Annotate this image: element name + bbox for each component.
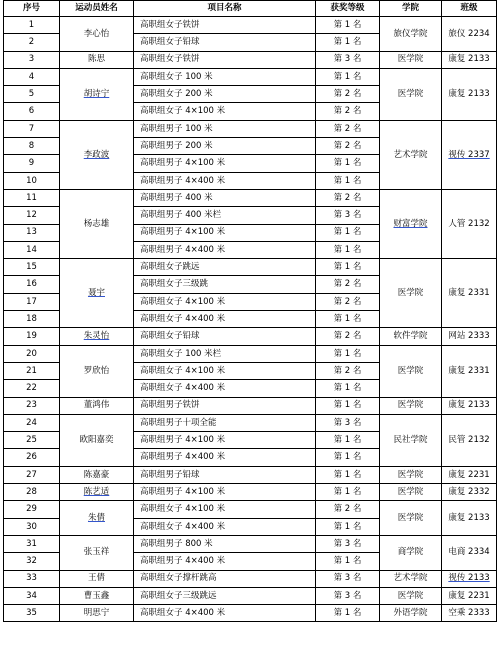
college-cell — [380, 189, 442, 258]
college-name: 医学院 — [397, 486, 424, 497]
event-name: 高职组男子 4×100 米 — [134, 224, 316, 241]
athlete-name-cell — [60, 466, 134, 483]
college-name: 医学院 — [397, 365, 424, 376]
row-number: 28 — [4, 484, 60, 501]
award-level: 第 3 名 — [316, 535, 380, 552]
athlete-name-cell — [60, 501, 134, 536]
award-level: 第 1 名 — [316, 224, 380, 241]
college-cell — [380, 570, 442, 587]
class-name: 视传 2337 — [448, 149, 490, 160]
award-level: 第 2 名 — [316, 86, 380, 103]
row-number: 35 — [4, 605, 60, 622]
award-level: 第 2 名 — [316, 138, 380, 155]
event-name: 高职组女子三级跳 — [134, 276, 316, 293]
award-level: 第 1 名 — [316, 155, 380, 172]
header-no: 序号 — [4, 1, 60, 17]
class-name: 旅仪 2234 — [448, 28, 490, 39]
award-level: 第 1 名 — [316, 484, 380, 501]
athlete-name-cell — [60, 484, 134, 501]
event-name: 高职组男子 200 米 — [134, 138, 316, 155]
row-number: 24 — [4, 414, 60, 431]
college-cell — [380, 17, 442, 52]
row-number: 31 — [4, 535, 60, 552]
event-name: 高职组女子铅球 — [134, 328, 316, 345]
table-row — [4, 466, 497, 483]
event-name: 高职组男子 400 米栏 — [134, 207, 316, 224]
row-number: 2 — [4, 34, 60, 51]
table-row — [4, 51, 497, 68]
athlete-name-cell — [60, 570, 134, 587]
row-number: 7 — [4, 120, 60, 137]
award-level: 第 1 名 — [316, 17, 380, 34]
row-number: 30 — [4, 518, 60, 535]
event-name: 高职组男子 4×100 米 — [134, 155, 316, 172]
class-cell — [442, 484, 497, 501]
class-cell — [442, 328, 497, 345]
college-cell — [380, 397, 442, 414]
class-name: 民管 2132 — [448, 435, 490, 446]
event-name: 高职组男子 4×400 米 — [134, 172, 316, 189]
event-name: 高职组男子 4×100 米 — [134, 432, 316, 449]
table-row — [4, 68, 497, 85]
event-name: 高职组男子铅球 — [134, 466, 316, 483]
event-name: 高职组女子铁饼 — [134, 17, 316, 34]
event-name: 高职组女子跳远 — [134, 259, 316, 276]
award-level: 第 3 名 — [316, 414, 380, 431]
table-row — [4, 570, 497, 587]
athlete-name: 欧阳嘉奕 — [79, 435, 114, 446]
class-name: 空乘 2333 — [448, 607, 490, 618]
header-college: 学院 — [380, 1, 442, 17]
athlete-name-cell — [60, 259, 134, 328]
row-number: 34 — [4, 587, 60, 604]
college-cell — [380, 259, 442, 328]
college-name: 民社学院 — [393, 435, 428, 446]
award-level: 第 3 名 — [316, 207, 380, 224]
row-number: 3 — [4, 51, 60, 68]
college-name: 旅仪学院 — [393, 28, 428, 39]
table-row — [4, 501, 497, 518]
table-row — [4, 345, 497, 362]
row-number: 11 — [4, 189, 60, 206]
class-name: 网站 2333 — [448, 331, 490, 342]
class-cell — [442, 17, 497, 52]
row-number: 25 — [4, 432, 60, 449]
event-name: 高职组女子 100 米栏 — [134, 345, 316, 362]
row-number: 5 — [4, 86, 60, 103]
row-number: 32 — [4, 553, 60, 570]
row-number: 20 — [4, 345, 60, 362]
class-name: 电商 2334 — [448, 547, 490, 558]
award-table — [3, 0, 497, 622]
class-cell — [442, 501, 497, 536]
college-cell — [380, 484, 442, 501]
header-event-name: 项目名称 — [134, 1, 316, 17]
table-row — [4, 328, 497, 345]
row-number: 13 — [4, 224, 60, 241]
event-name: 高职组女子 4×100 米 — [134, 362, 316, 379]
class-name: 人管 2132 — [448, 218, 490, 229]
college-cell — [380, 587, 442, 604]
class-cell — [442, 570, 497, 587]
athlete-name-cell — [60, 414, 134, 466]
award-level: 第 3 名 — [316, 587, 380, 604]
event-name: 高职组男子 4×400 米 — [134, 241, 316, 258]
row-number: 17 — [4, 293, 60, 310]
row-number: 8 — [4, 138, 60, 155]
class-cell — [442, 414, 497, 466]
row-number: 22 — [4, 380, 60, 397]
award-level: 第 3 名 — [316, 51, 380, 68]
award-level: 第 1 名 — [316, 345, 380, 362]
class-cell — [442, 587, 497, 604]
award-level: 第 1 名 — [316, 380, 380, 397]
college-name: 艺术学院 — [393, 573, 428, 584]
college-cell — [380, 68, 442, 120]
college-name: 医学院 — [397, 89, 424, 100]
award-level: 第 1 名 — [316, 172, 380, 189]
college-cell — [380, 414, 442, 466]
row-number: 4 — [4, 68, 60, 85]
award-level: 第 1 名 — [316, 518, 380, 535]
award-level: 第 1 名 — [316, 34, 380, 51]
class-name: 康复 2231 — [448, 590, 490, 601]
row-number: 9 — [4, 155, 60, 172]
athlete-name: 朱倩 — [87, 512, 105, 523]
class-name: 康复 2133 — [448, 54, 490, 65]
award-level: 第 1 名 — [316, 68, 380, 85]
college-name: 软件学院 — [393, 331, 428, 342]
award-level: 第 1 名 — [316, 466, 380, 483]
header-award-level: 获奖等级 — [316, 1, 380, 17]
event-name: 高职组女子撑杆跳高 — [134, 570, 316, 587]
class-name: 康复 2231 — [448, 469, 490, 480]
class-name: 视传 2133 — [448, 573, 490, 584]
table-row — [4, 189, 497, 206]
athlete-name: 王倩 — [87, 573, 105, 584]
college-cell — [380, 466, 442, 483]
class-name: 康复 2133 — [448, 89, 490, 100]
college-name: 商学院 — [397, 547, 424, 558]
college-cell — [380, 328, 442, 345]
athlete-name-cell — [60, 68, 134, 120]
athlete-name-cell — [60, 120, 134, 189]
college-name: 医学院 — [397, 590, 424, 601]
event-name: 高职组女子 200 米 — [134, 86, 316, 103]
class-cell — [442, 68, 497, 120]
college-cell — [380, 345, 442, 397]
college-name: 医学院 — [397, 54, 424, 65]
class-cell — [442, 120, 497, 189]
table-row — [4, 259, 497, 276]
event-name: 高职组男子铁饼 — [134, 397, 316, 414]
table-row — [4, 587, 497, 604]
award-level: 第 1 名 — [316, 605, 380, 622]
table-row — [4, 397, 497, 414]
athlete-name: 董鸿伟 — [83, 400, 110, 411]
college-name: 医学院 — [397, 288, 424, 298]
event-name: 高职组男子 4×100 米 — [134, 484, 316, 501]
event-name: 高职组女子 4×100 米 — [134, 103, 316, 120]
class-name: 康复 2331 — [448, 365, 490, 376]
award-level: 第 2 名 — [316, 293, 380, 310]
row-number: 29 — [4, 501, 60, 518]
event-name: 高职组男子 400 米 — [134, 189, 316, 206]
athlete-name: 张玉祥 — [83, 547, 110, 558]
award-level: 第 1 名 — [316, 241, 380, 258]
athlete-name: 明思宁 — [83, 607, 110, 618]
event-name: 高职组女子 4×100 米 — [134, 293, 316, 310]
award-level: 第 2 名 — [316, 276, 380, 293]
class-name: 康复 2332 — [448, 486, 490, 497]
event-name: 高职组女子铁饼 — [134, 51, 316, 68]
class-cell — [442, 345, 497, 397]
award-level: 第 1 名 — [316, 432, 380, 449]
event-name: 高职组女子 4×400 米 — [134, 380, 316, 397]
header-class: 班级 — [442, 1, 497, 17]
athlete-name: 陈思 — [87, 54, 105, 65]
athlete-name: 陈艺适 — [83, 486, 110, 497]
college-cell — [380, 120, 442, 189]
table-row — [4, 120, 497, 137]
row-number: 26 — [4, 449, 60, 466]
award-level: 第 2 名 — [316, 501, 380, 518]
class-cell — [442, 535, 497, 570]
class-cell — [442, 51, 497, 68]
athlete-name-cell — [60, 17, 134, 52]
athlete-name-cell — [60, 535, 134, 570]
event-name: 高职组男子 100 米 — [134, 120, 316, 137]
row-number: 12 — [4, 207, 60, 224]
row-number: 21 — [4, 362, 60, 379]
college-name: 医学院 — [397, 400, 424, 411]
award-level: 第 2 名 — [316, 328, 380, 345]
table-header-row — [4, 1, 497, 17]
row-number: 33 — [4, 570, 60, 587]
row-number: 14 — [4, 241, 60, 258]
college-name: 外语学院 — [393, 607, 428, 618]
college-name: 财富学院 — [393, 218, 428, 229]
row-number: 10 — [4, 172, 60, 189]
athlete-name: 胡诗宁 — [83, 89, 110, 100]
header-athlete-name: 运动员姓名 — [60, 1, 134, 17]
class-cell — [442, 605, 497, 622]
college-name: 医学院 — [397, 469, 424, 480]
event-name: 高职组男子 4×400 米 — [134, 449, 316, 466]
athlete-name-cell — [60, 189, 134, 258]
award-level: 第 2 名 — [316, 120, 380, 137]
award-level: 第 2 名 — [316, 362, 380, 379]
athlete-name-cell — [60, 587, 134, 604]
row-number: 18 — [4, 311, 60, 328]
award-level: 第 2 名 — [316, 189, 380, 206]
athlete-name: 李政波 — [83, 149, 110, 160]
college-cell — [380, 605, 442, 622]
award-level: 第 2 名 — [316, 103, 380, 120]
athlete-name: 曹玉鑫 — [83, 590, 110, 601]
event-name: 高职组男子 4×400 米 — [134, 553, 316, 570]
event-name: 高职组女子三级跳远 — [134, 587, 316, 604]
table-body — [4, 17, 497, 622]
row-number: 1 — [4, 17, 60, 34]
event-name: 高职组男子 800 米 — [134, 535, 316, 552]
award-level: 第 1 名 — [316, 449, 380, 466]
award-level: 第 1 名 — [316, 311, 380, 328]
award-level: 第 3 名 — [316, 570, 380, 587]
athlete-name: 罗欣怡 — [83, 365, 110, 376]
award-level: 第 1 名 — [316, 397, 380, 414]
row-number: 15 — [4, 259, 60, 276]
class-cell — [442, 397, 497, 414]
class-name: 康复 2331 — [448, 288, 490, 298]
award-level: 第 1 名 — [316, 553, 380, 570]
athlete-name: 朱灵怡 — [83, 331, 110, 342]
college-name: 医学院 — [397, 512, 424, 523]
row-number: 6 — [4, 103, 60, 120]
class-cell — [442, 259, 497, 328]
college-cell — [380, 51, 442, 68]
athlete-name-cell — [60, 605, 134, 622]
athlete-name: 聂宇 — [87, 288, 105, 298]
event-name: 高职组男子十项全能 — [134, 414, 316, 431]
event-name: 高职组女子 100 米 — [134, 68, 316, 85]
table-row — [4, 605, 497, 622]
athlete-name: 杨志雄 — [83, 218, 110, 229]
row-number: 23 — [4, 397, 60, 414]
table-row — [4, 17, 497, 34]
athlete-name: 李心怡 — [83, 28, 110, 39]
college-cell — [380, 501, 442, 536]
college-cell — [380, 535, 442, 570]
event-name: 高职组女子 4×400 米 — [134, 311, 316, 328]
table-row — [4, 414, 497, 431]
class-cell — [442, 189, 497, 258]
class-cell — [442, 466, 497, 483]
athlete-name: 陈嘉豪 — [83, 469, 110, 480]
row-number: 27 — [4, 466, 60, 483]
event-name: 高职组女子 4×400 米 — [134, 518, 316, 535]
table-row — [4, 484, 497, 501]
athlete-name-cell — [60, 345, 134, 397]
event-name: 高职组女子 4×400 米 — [134, 605, 316, 622]
event-name: 高职组女子 4×100 米 — [134, 501, 316, 518]
college-name: 艺术学院 — [393, 149, 428, 160]
class-name: 康复 2133 — [448, 512, 490, 523]
athlete-name-cell — [60, 397, 134, 414]
athlete-name-cell — [60, 328, 134, 345]
award-level: 第 1 名 — [316, 259, 380, 276]
athlete-name-cell — [60, 51, 134, 68]
row-number: 19 — [4, 328, 60, 345]
class-name: 康复 2133 — [448, 400, 490, 411]
row-number: 16 — [4, 276, 60, 293]
table-row — [4, 535, 497, 552]
event-name: 高职组女子铅球 — [134, 34, 316, 51]
